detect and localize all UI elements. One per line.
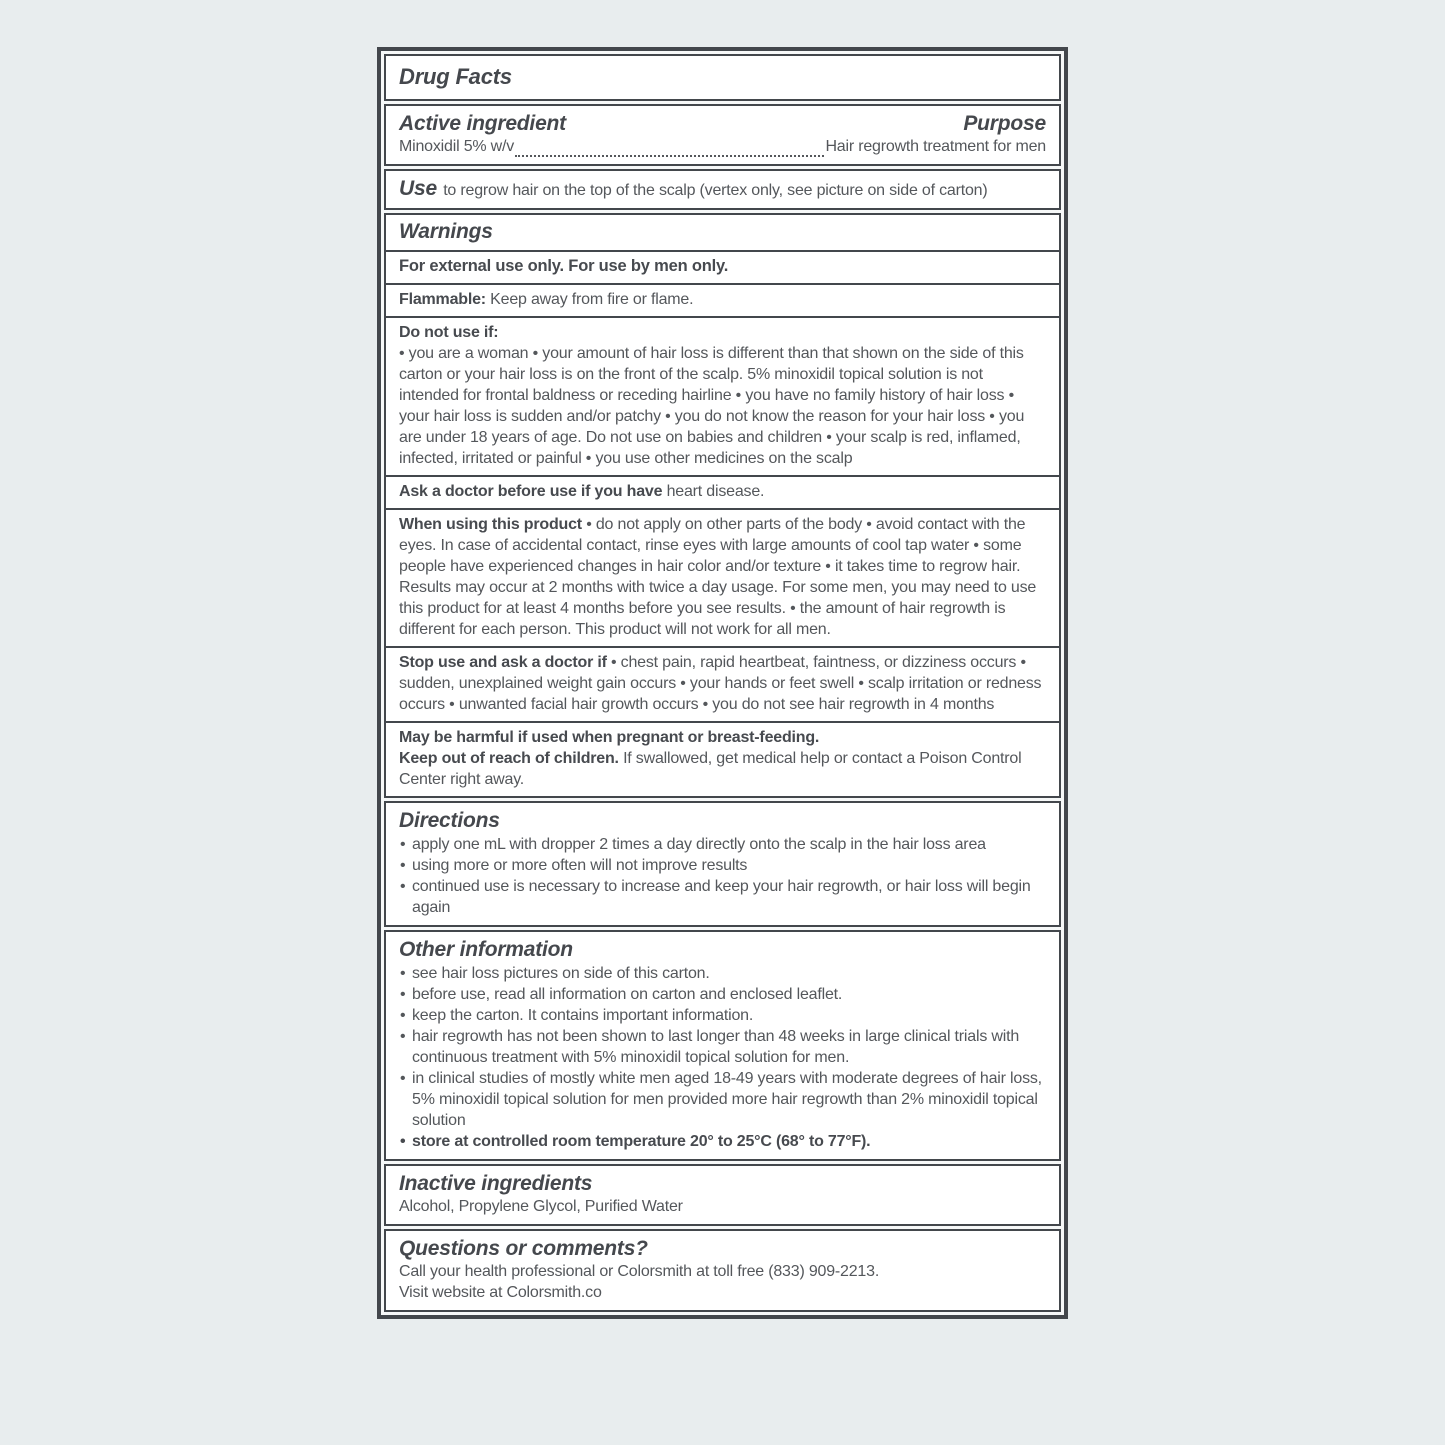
- warnings-heading-row: [386, 215, 1059, 250]
- section-inactive-ingredients: [384, 1164, 1061, 1226]
- active-ingredient-line: [399, 136, 1046, 157]
- when-using-label: When using this product: [399, 516, 582, 533]
- section-directions: [384, 801, 1061, 927]
- list-item: • using more or more often will not improve results: [399, 855, 1046, 876]
- inactive-ingredients-text: Alcohol, Propylene Glycol, Purified Water: [399, 1198, 683, 1215]
- questions-website-line: Visit website at Colorsmith.co: [399, 1284, 602, 1301]
- stop-use-paragraph: [399, 652, 1046, 715]
- flammable-line: [399, 289, 1046, 310]
- pregnancy-warning-line: May be harmful if used when pregnant or breast-feeding.: [399, 729, 820, 746]
- inactive-ingredients-heading: Inactive ingredients: [399, 1172, 593, 1195]
- ask-doctor-label: Ask a doctor before use if you have: [399, 483, 663, 500]
- use-line: [399, 176, 1046, 201]
- stop-use-text: • chest pain, rapid heartbeat, faintness, or dizziness occurs • sudden, unexplained weight gain occurs • your hands or feet swell • scalp irritation or redness occurs • unwanted facial hair growth occurs • you do not see hair regrowth in 4 months: [399, 654, 1042, 713]
- do-not-use-paragraph: [399, 322, 1046, 469]
- flammable-label: Flammable:: [399, 291, 486, 308]
- warning-stop-use: [386, 646, 1059, 721]
- warning-when-using: [386, 508, 1059, 646]
- ask-doctor-text: heart disease.: [666, 483, 765, 500]
- section-use: [384, 169, 1061, 210]
- storage-temperature-item: • store at controlled room temperature 20° to 25°C (68° to 77°F).: [399, 1131, 1046, 1152]
- purpose-value: Hair regrowth treatment for men: [825, 138, 1046, 155]
- pregnancy-paragraph: [399, 727, 1046, 790]
- list-item: • hair regrowth has not been shown to last longer than 48 weeks in large clinical trials with continuous treatment with 5% minoxidil topical solution for men.: [399, 1026, 1046, 1068]
- section-questions-comments: [384, 1229, 1061, 1312]
- questions-comments-heading: Questions or comments?: [399, 1237, 648, 1260]
- questions-phone-line: Call your health professional or Colorsmith at toll free (833) 909-2213.: [399, 1263, 880, 1280]
- active-ingredient-header-row: [399, 111, 1046, 136]
- external-use-text: For external use only. For use by men only.: [399, 257, 729, 275]
- list-item: • keep the carton. It contains important information.: [399, 1005, 1046, 1026]
- section-active-ingredient: [384, 104, 1061, 166]
- use-heading: Use: [399, 177, 437, 200]
- active-ingredient-heading: Active ingredient: [399, 112, 566, 135]
- list-item: • continued use is necessary to increase and keep your hair regrowth, or hair loss will begin again: [399, 876, 1046, 918]
- warning-flammable: [386, 283, 1059, 316]
- section-warnings: [384, 213, 1061, 798]
- do-not-use-label: Do not use if:: [399, 324, 499, 341]
- purpose-heading: Purpose: [963, 112, 1046, 135]
- list-item: • see hair loss pictures on side of this carton.: [399, 963, 1046, 984]
- drug-facts-title: Drug Facts: [399, 64, 512, 89]
- list-item: • apply one mL with dropper 2 times a day directly onto the scalp in the hair loss area: [399, 834, 1046, 855]
- flammable-text: Keep away from fire or flame.: [490, 291, 694, 308]
- label-sections: [384, 54, 1061, 1312]
- when-using-text: • do not apply on other parts of the body • avoid contact with the eyes. In case of accidental contact, rinse eyes with large amounts of cool tap water • some people have experienced changes in hair color and/or texture • it takes time to regrow hair. Results may occur at 2 months with twice a day usage. For some men, you may need to use this product for at least 4 months before you see results. • the amount of hair regrowth is different for each person. This product will not work for all men.: [399, 516, 1037, 638]
- warning-ask-doctor: [386, 475, 1059, 508]
- section-drug-facts-title: [384, 54, 1061, 101]
- warning-pregnancy-children: [386, 721, 1059, 796]
- warning-external-use: [386, 250, 1059, 283]
- section-other-information: [384, 930, 1061, 1161]
- keep-out-of-reach-label: Keep out of reach of children.: [399, 750, 619, 767]
- warning-do-not-use: [386, 316, 1059, 475]
- stop-use-label: Stop use and ask a doctor if: [399, 654, 607, 671]
- dotted-leader: [515, 140, 824, 157]
- directions-list: [399, 834, 1046, 918]
- warnings-heading: Warnings: [399, 220, 493, 243]
- directions-heading: Directions: [399, 809, 500, 832]
- list-item: • in clinical studies of mostly white men aged 18-49 years with moderate degrees of hair loss, 5% minoxidil topical solution for men provided more hair regrowth than 2% minoxidil topical solution: [399, 1068, 1046, 1131]
- drug-facts-label: [377, 47, 1068, 1319]
- other-information-heading: Other information: [399, 938, 573, 961]
- ingredient-name: Minoxidil 5% w/v: [399, 138, 515, 155]
- ask-doctor-line: [399, 481, 1046, 502]
- use-text: to regrow hair on the top of the scalp (vertex only, see picture on side of carton): [443, 182, 988, 199]
- when-using-paragraph: [399, 514, 1046, 640]
- swallowed-text: If swallowed, get medical help or contact a Poison Control Center right away.: [399, 750, 1022, 788]
- other-information-list: [399, 963, 1046, 1152]
- list-item: • before use, read all information on carton and enclosed leaflet.: [399, 984, 1046, 1005]
- do-not-use-text: • you are a woman • your amount of hair loss is different than that shown on the side of this carton or your hair loss is on the front of the scalp. 5% minoxidil topical solution is not intended for frontal baldness or receding hairline • you have no family history of hair loss • your hair loss is sudden and/or patchy • you do not know the reason for your hair loss • you are under 18 years of age. Do not use on babies and children • your scalp is red, inflamed, infected, irritated or painful • you use other medicines on the scalp: [399, 345, 1025, 467]
